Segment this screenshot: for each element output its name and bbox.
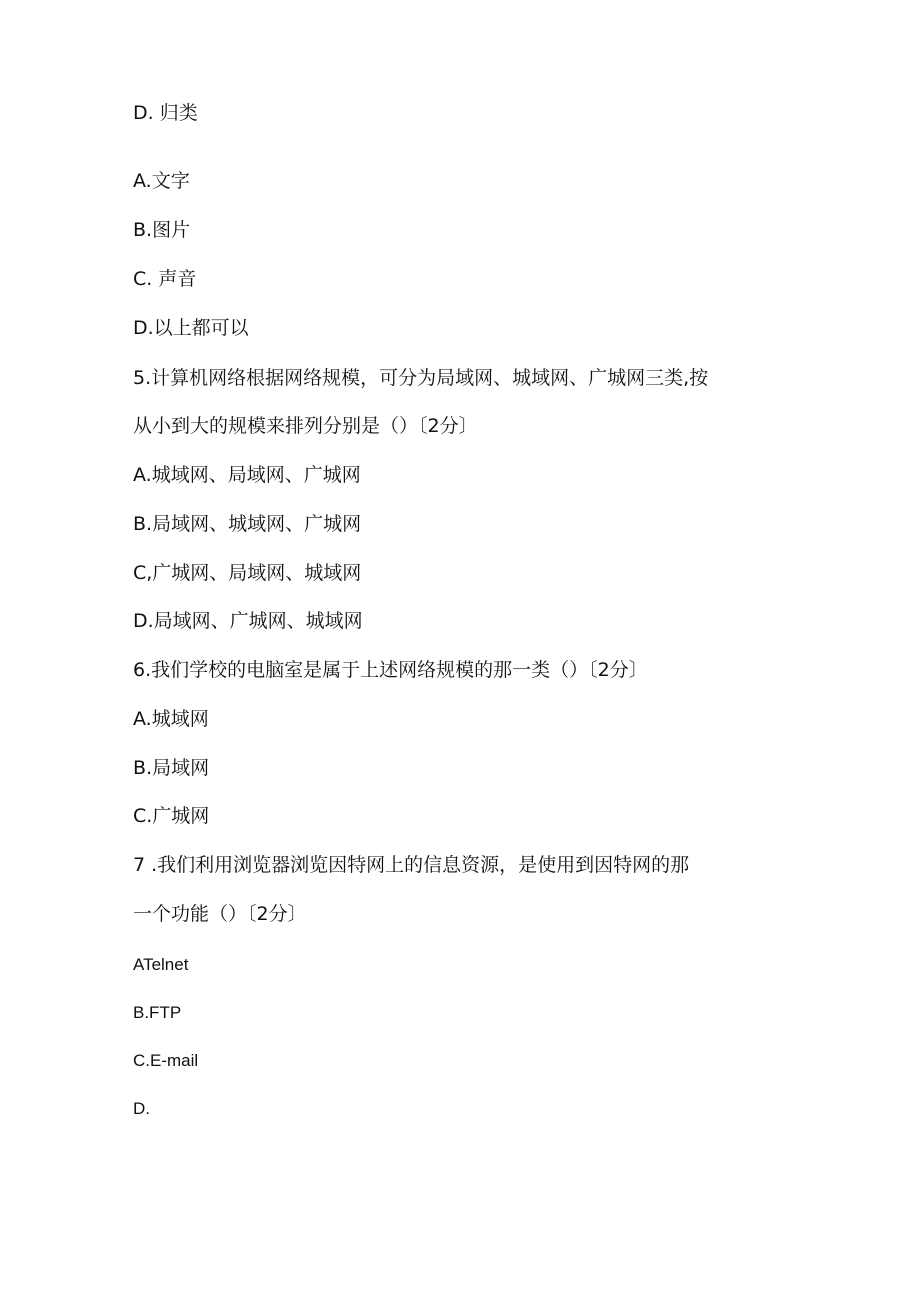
q7-option-b-ftp: B.FTP	[133, 1003, 182, 1022]
option-a-text: A.文字	[133, 170, 190, 192]
q7-option-a-telnet: ATelnet	[133, 955, 189, 974]
q6-option-a: A.城域网	[133, 708, 209, 730]
option-c-sound: C. 声音	[133, 268, 197, 290]
question-5-line-1: 5.计算机网络根据网络规模，可分为局域网、城域网、广城网三类,按	[133, 367, 709, 389]
option-d-all: D.以上都可以	[133, 317, 249, 339]
q7-option-c-email: C.E-mail	[133, 1051, 199, 1070]
q5-option-b: B.局域网、城域网、广城网	[133, 513, 362, 535]
q7-option-d: D.	[133, 1099, 150, 1118]
question-7-line-2: 一个功能（）〔2分〕	[133, 903, 307, 925]
question-5-line-2: 从小到大的规模来排列分别是（）〔2分〕	[133, 415, 478, 437]
option-b-image: B.图片	[133, 219, 191, 241]
q5-option-a: A.城域网、局域网、广城网	[133, 464, 361, 486]
q6-option-c: C.广城网	[133, 805, 210, 827]
q6-option-b: B.局域网	[133, 757, 210, 779]
question-6: 6.我们学校的电脑室是属于上述网络规模的那一类（）〔2分〕	[133, 659, 648, 681]
q5-option-d: D.局域网、广城网、城域网	[133, 610, 363, 632]
question-7-line-1: 7 .我们利用浏览器浏览因特网上的信息资源，是使用到因特网的那	[133, 854, 690, 876]
option-d-classify: D. 归类	[133, 102, 198, 124]
q5-option-c: C,广城网、局域网、城域网	[133, 562, 362, 584]
